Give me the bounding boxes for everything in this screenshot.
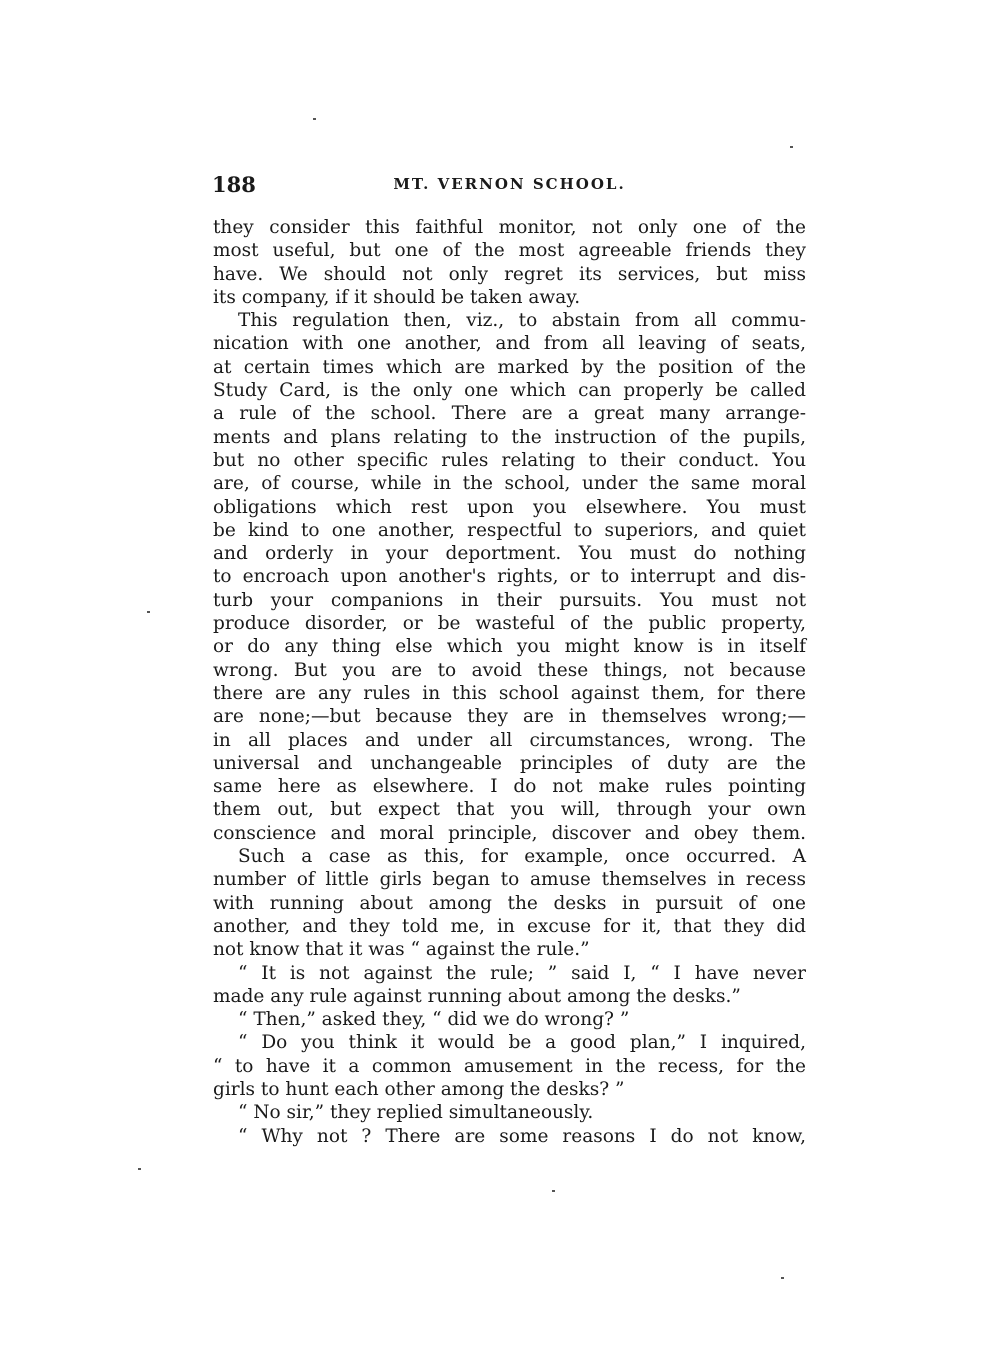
scan-speck <box>313 118 316 120</box>
text-line: in all places and under all circumstances, wrong. The <box>213 729 806 751</box>
text-line: Study Card, is the only one which can properly be called <box>213 380 806 402</box>
scan-speck <box>781 1277 784 1279</box>
scan-speck <box>790 146 793 148</box>
text-line: and orderly in your deportment. You must do nothing <box>213 543 806 565</box>
text-line: “ No sir,” they replied simultaneously. <box>238 1102 594 1124</box>
text-line: produce disorder, or be wasteful of the public property, <box>213 613 806 635</box>
text-line: a rule of the school. There are a great many arrange- <box>213 403 806 425</box>
running-title: MT. VERNON SCHOOL. <box>393 175 626 193</box>
text-line: This regulation then, viz., to abstain from all commu- <box>238 310 806 332</box>
text-line: nication with one another, and from all leaving of seats, <box>213 333 806 355</box>
text-line: are none;—but because they are in themselves wrong;— <box>213 706 806 728</box>
text-line: made any rule against running about among the desks.” <box>213 985 741 1007</box>
text-line: same here as elsewhere. I do not make rules pointing <box>213 776 806 798</box>
text-line: Such a case as this, for example, once occurred. A <box>238 846 806 868</box>
text-line: with running about among the desks in pursuit of one <box>213 892 806 914</box>
text-line: or do any thing else which you might know is in itself <box>213 636 806 658</box>
scan-speck <box>147 611 150 613</box>
text-line: another, and they told me, in excuse for it, that they did <box>213 915 806 937</box>
text-line: conscience and moral principle, discover and obey them. <box>213 822 806 844</box>
text-line: but no other specific rules relating to their conduct. You <box>213 449 806 471</box>
text-line: most useful, but one of the most agreeable friends they <box>213 240 806 262</box>
text-line: “ Then,” asked they, “ did we do wrong? ” <box>238 1009 630 1031</box>
text-line: its company, if it should be taken away. <box>213 286 581 308</box>
text-line: girls to hunt each other among the desks? ” <box>213 1078 625 1100</box>
page-number: 188 <box>212 172 256 197</box>
text-line: “ It is not against the rule; ” said I, “ I have never <box>238 962 806 984</box>
text-line: obligations which rest upon you elsewhere. You must <box>213 496 806 518</box>
scan-speck <box>138 1168 141 1170</box>
body-text <box>213 216 806 1148</box>
text-line: at certain times which are marked by the position of the <box>213 356 806 378</box>
text-line: “ Do you think it would be a good plan,” I inquired, <box>238 1032 806 1054</box>
text-line: they consider this faithful monitor, not only one of the <box>213 217 806 238</box>
page-header <box>212 172 807 197</box>
text-line: number of little girls began to amuse themselves in recess <box>213 869 806 891</box>
text-line: wrong. But you are to avoid these things, not because <box>213 659 806 681</box>
text-line: are, of course, while in the school, under the same moral <box>213 473 806 495</box>
text-line: be kind to one another, respectful to superiors, and quiet <box>213 519 806 541</box>
text-line: them out, but expect that you will, through your own <box>213 799 806 821</box>
text-line: “ Why not ? There are some reasons I do not know, <box>238 1125 806 1147</box>
text-line: “ to have it a common amusement in the recess, for the <box>213 1055 806 1077</box>
text-line: turb your companions in their pursuits. You must not <box>213 589 806 611</box>
text-line: there are any rules in this school against them, for there <box>213 682 806 704</box>
text-line: universal and unchangeable principles of duty are the <box>213 752 806 774</box>
text-line: not know that it was “ against the rule.” <box>213 939 590 961</box>
scan-speck <box>552 1190 555 1192</box>
text-line: to encroach upon another's rights, or to interrupt and dis- <box>213 566 806 588</box>
text-line: ments and plans relating to the instruction of the pupils, <box>213 426 806 448</box>
text-line: have. We should not only regret its services, but miss <box>213 263 806 285</box>
